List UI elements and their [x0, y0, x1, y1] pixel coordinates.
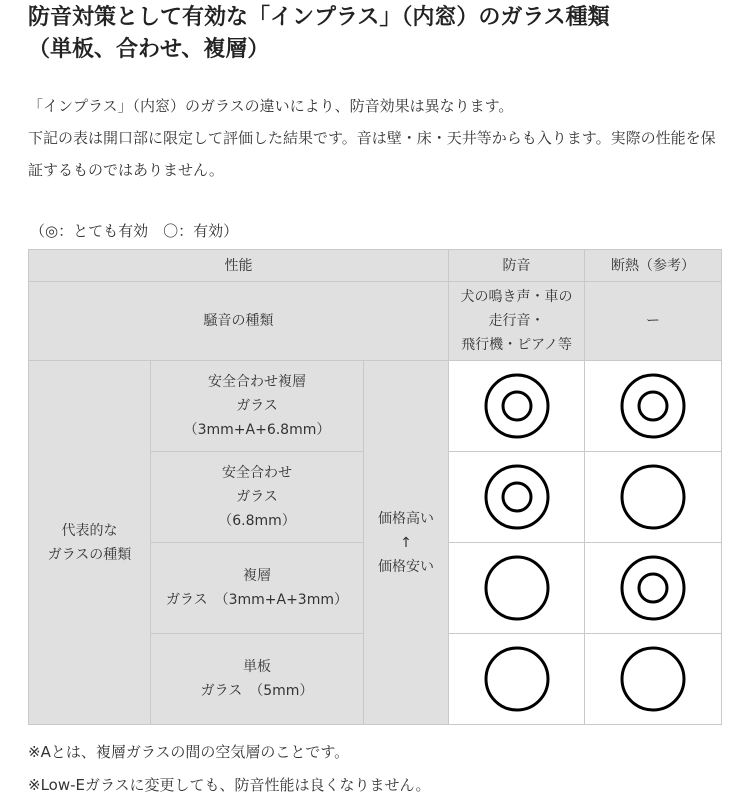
- rating-outer-ring: [622, 466, 684, 528]
- glass-row: [29, 361, 722, 452]
- intro-paragraph-1: 「インプラス」（内窓）のガラスの違いにより、防音効果は異なります。: [28, 97, 514, 115]
- glass-name-line: ガラス （3mm+A+3mm）: [166, 592, 348, 608]
- rating-outer-ring: [622, 557, 684, 619]
- rating-symbol: [617, 552, 689, 624]
- rating-outer-ring: [486, 466, 548, 528]
- rating-symbol: [481, 643, 553, 715]
- glass-name: [151, 361, 364, 452]
- rating-cell: [585, 543, 722, 634]
- glass-name-line: 複層: [243, 568, 271, 584]
- intro-text: [28, 90, 728, 186]
- glass-group-label: [29, 361, 151, 725]
- glass-comparison-table: [28, 249, 722, 725]
- rating-symbol: [617, 461, 689, 533]
- rating-cell: [585, 634, 722, 725]
- glass-name-line: （3mm+A+6.8mm）: [183, 422, 331, 438]
- glass-name-line: ガラス （5mm）: [200, 683, 314, 699]
- noise-line: 犬の鳴き声・車の: [460, 289, 573, 305]
- rating-cell: [449, 634, 585, 725]
- rating-outer-ring: [486, 375, 548, 437]
- price-low: 価格安い: [378, 558, 435, 575]
- noise-line: 走行音・: [488, 313, 545, 329]
- noise-type-row: [29, 282, 722, 361]
- rating-inner-ring: [639, 574, 667, 602]
- rating-cell: [449, 361, 585, 452]
- glass-name-line: ガラス: [236, 489, 278, 505]
- rating-symbol: [481, 552, 553, 624]
- symbol-legend: （◎：とても有効 〇：有効）: [30, 222, 239, 240]
- title-line-1: 防音対策として有効な「インプラス」（内窓）のガラス種類: [28, 5, 610, 30]
- rating-symbol: [617, 370, 689, 442]
- rating-cell: [585, 452, 722, 543]
- glass-name-line: 安全合わせ: [222, 465, 292, 481]
- rating-inner-ring: [639, 392, 667, 420]
- group-label-line: ガラスの種類: [47, 546, 132, 563]
- rating-cell: [449, 452, 585, 543]
- rating-cell: [585, 361, 722, 452]
- footnotes: [28, 736, 430, 802]
- glass-name-line: （6.8mm）: [218, 513, 296, 529]
- intro-paragraph-2: 下記の表は開口部に限定して評価した結果です。音は壁・床・天井等からも入ります。実際の性能を保証するものではありません。: [28, 129, 716, 179]
- rating-inner-ring: [503, 392, 531, 420]
- rating-cell: [449, 543, 585, 634]
- price-arrow-icon: ↑: [400, 534, 412, 551]
- noise-type-label: 騒音の種類: [29, 282, 449, 361]
- title-line-2: （単板、合わせ、複層）: [28, 37, 270, 62]
- glass-name-line: ガラス: [236, 398, 278, 414]
- footnote-low-e: ※Low-Eガラスに変更しても、防音性能は良くなりません。: [28, 776, 431, 794]
- noise-line: 飛行機・ピアノ等: [461, 337, 572, 353]
- header-insulation: 断熱（参考）: [585, 250, 722, 282]
- rating-outer-ring: [486, 648, 548, 710]
- rating-symbol: [481, 370, 553, 442]
- rating-outer-ring: [622, 648, 684, 710]
- glass-name-line: 安全合わせ複層: [208, 374, 306, 390]
- price-high: 価格高い: [378, 510, 435, 527]
- glass-name: [151, 634, 364, 725]
- rating-outer-ring: [622, 375, 684, 437]
- footnote-air-layer: ※Aとは、複層ガラスの間の空気層のことです。: [28, 743, 350, 761]
- rating-symbol: [481, 461, 553, 533]
- header-row: [29, 250, 722, 282]
- glass-name: [151, 543, 364, 634]
- header-soundproof: 防音: [449, 250, 585, 282]
- header-performance: 性能: [29, 250, 449, 282]
- noise-type-soundproof: [449, 282, 585, 361]
- group-label-line: 代表的な: [61, 522, 118, 539]
- rating-outer-ring: [486, 557, 548, 619]
- price-scale: [364, 361, 449, 725]
- glass-name: [151, 452, 364, 543]
- noise-type-insulation: ー: [585, 282, 722, 361]
- glass-name-line: 単板: [243, 659, 271, 675]
- rating-symbol: [617, 643, 689, 715]
- page-title: [28, 2, 743, 66]
- rating-inner-ring: [503, 483, 531, 511]
